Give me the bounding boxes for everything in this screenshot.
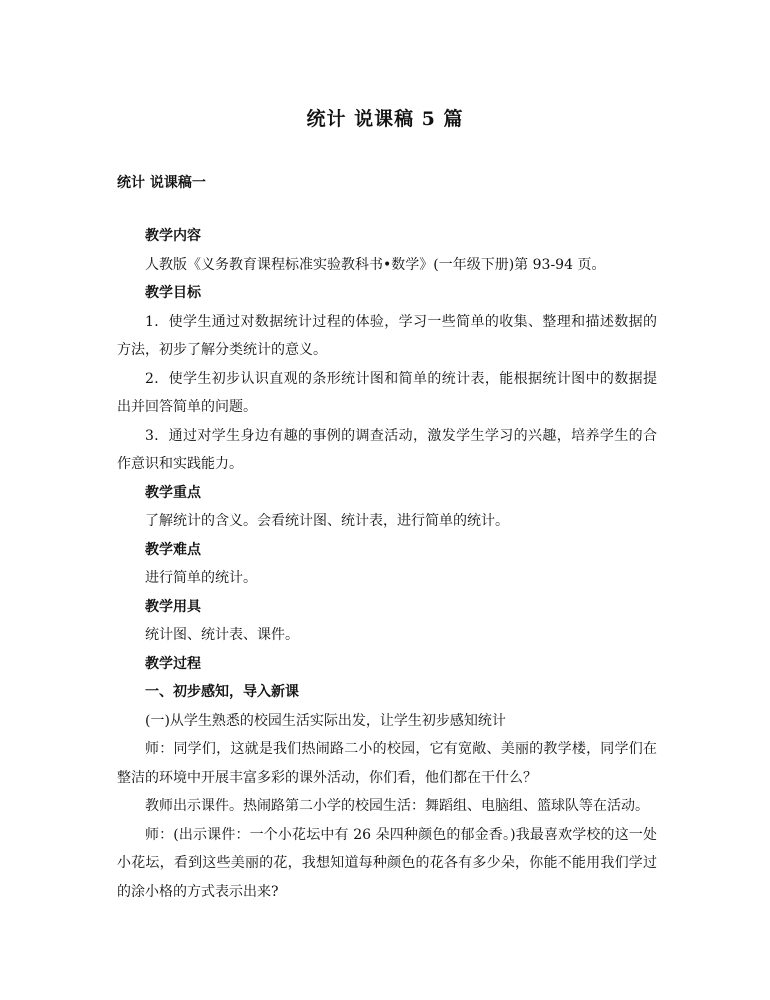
paragraph: 了解统计的含义。会看统计图、统计表，进行简单的统计。	[145, 513, 509, 529]
paragraph: (一)从学生熟悉的校园生活实际出发，让学生初步感知统计	[145, 712, 506, 729]
paragraph: 3．通过对学生身边有趣的事例的调查活动，激发学生学习的兴趣，培养学生的合作意识和实践能力。	[117, 427, 657, 472]
section-heading: 一、初步感知，导入新课	[145, 684, 299, 700]
section-heading: 教学目标	[145, 285, 201, 301]
paragraph: 教师出示课件。热闹路第二小学的校园生活：舞蹈组、电脑组、篮球队等在活动。	[145, 798, 649, 814]
paragraph: 师：(出示课件：一个小花坛中有 26 朵四种颜色的郁金香。)我最喜欢学校的这一处小花坛，看到这些美丽的花，我想知道每种颜色的花各有多少朵，你能不能用我们学过的涂小格的方式表示出来?	[117, 826, 657, 900]
section-heading: 教学用具	[145, 598, 201, 615]
paragraph: 人教版《义务教育课程标准实验教科书•数学》(一年级下册)第 93-94 页。	[145, 256, 606, 273]
section-heading: 教学过程	[145, 655, 201, 672]
paragraph: 1．使学生通过对数据统计过程的体验，学习一些简单的收集、整理和描述数据的方法，初步了解分类统计的意义。	[117, 313, 657, 358]
document-title: 统计 说课稿 5 篇	[306, 108, 464, 130]
section-heading: 教学重点	[145, 484, 201, 501]
section-heading: 教学难点	[145, 541, 201, 558]
section-heading: 教学内容	[145, 228, 201, 244]
paragraph: 师：同学们，这就是我们热闹路二小的校园，它有宽敞、美丽的教学楼，同学们在整洁的环境中开展丰富多彩的课外活动，你们看，他们都在干什么？	[117, 741, 657, 786]
section-title: 统计 说课稿一	[117, 175, 206, 191]
paragraph: 进行简单的统计。	[145, 570, 257, 586]
paragraph: 统计图、统计表、课件。	[145, 627, 299, 643]
paragraph: 2．使学生初步认识直观的条形统计图和简单的统计表，能根据统计图中的数据提出并回答简单的问题。	[117, 370, 657, 415]
document-body	[117, 222, 657, 906]
